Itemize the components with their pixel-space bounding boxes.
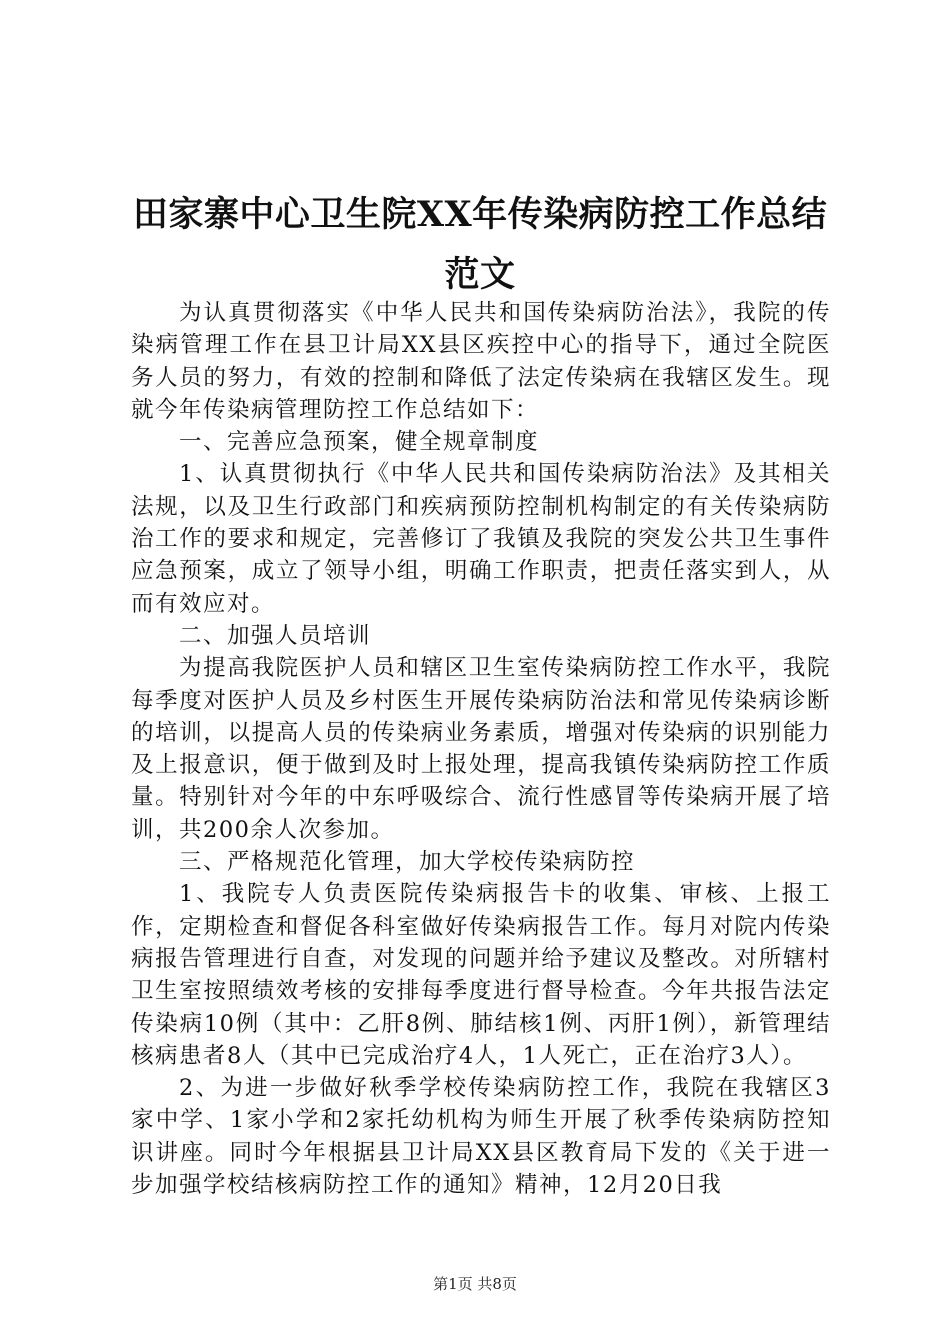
paragraph-2: 为提高我院医护人员和辖区卫生室传染病防控工作水平，我院每季度对医护人员及乡村医生开展传染病防治法和常见传染病诊断的培训，以提高人员的传染病业务素质，增强对传染病的识别能力及上报意识，便于做到及时上报处理，提高我镇传染病防控工作质量。特别针对今年的中东呼吸综合、流行性感冒等传染病开展了培训，共200余人次参加。 — [131, 655, 831, 843]
section-heading-2: 二、加强人员培训 — [179, 622, 372, 649]
paragraph-3-1: 1、我院专人负责医院传染病报告卡的收集、审核、上报工作，定期检查和督促各科室做好传染病报告工作。每月对院内传染病报告管理进行自查，对发现的问题并给予建议及整改。对所辖村卫生室按照绩效考核的安排每季度进行督导检查。今年共报告法定传染病10例（其中：乙肝8例、肺结核1例、丙肝1例），新管理结核病患者8人（其中已完成治疗4人，1人死亡，正在治疗3人）。 — [131, 881, 831, 1069]
page-footer: 第1页 共8页 — [433, 1275, 517, 1293]
paragraph-1-1: 1、认真贯彻执行《中华人民共和国传染病防治法》及其相关法规，以及卫生行政部门和疾病预防控制机构制定的有关传染病防治工作的要求和规定，完善修订了我镇及我院的突发公共卫生事件应急预案，成立了领导小组，明确工作职责，把责任落实到人，从而有效应对。 — [131, 461, 831, 617]
section-heading-1: 一、完善应急预案，健全规章制度 — [179, 429, 540, 456]
title-line-1: 田家寨中心卫生院XX年传染病防控工作总结 — [132, 194, 828, 235]
document-body — [131, 297, 831, 1201]
paragraph-intro: 为认真贯彻落实《中华人民共和国传染病防治法》，我院的传染病管理工作在县卫计局XX县区疾控中心的指导下，通过全院医务人员的努力，有效的控制和降低了法定传染病在我辖区发生。现就今年传染病管理防控工作总结如下： — [131, 300, 831, 423]
document-title — [100, 185, 860, 305]
paragraph-3-2: 2、为进一步做好秋季学校传染病防控工作，我院在我辖区3家中学、1家小学和2家托幼机构为师生开展了秋季传染病防控知识讲座。同时今年根据县卫计局XX县区教育局下发的《关于进一步加强学校结核病防控工作的通知》精神，12月20日我 — [131, 1075, 831, 1199]
title-line-2: 范文 — [444, 254, 516, 295]
section-heading-3: 三、严格规范化管理，加大学校传染病防控 — [179, 849, 636, 876]
